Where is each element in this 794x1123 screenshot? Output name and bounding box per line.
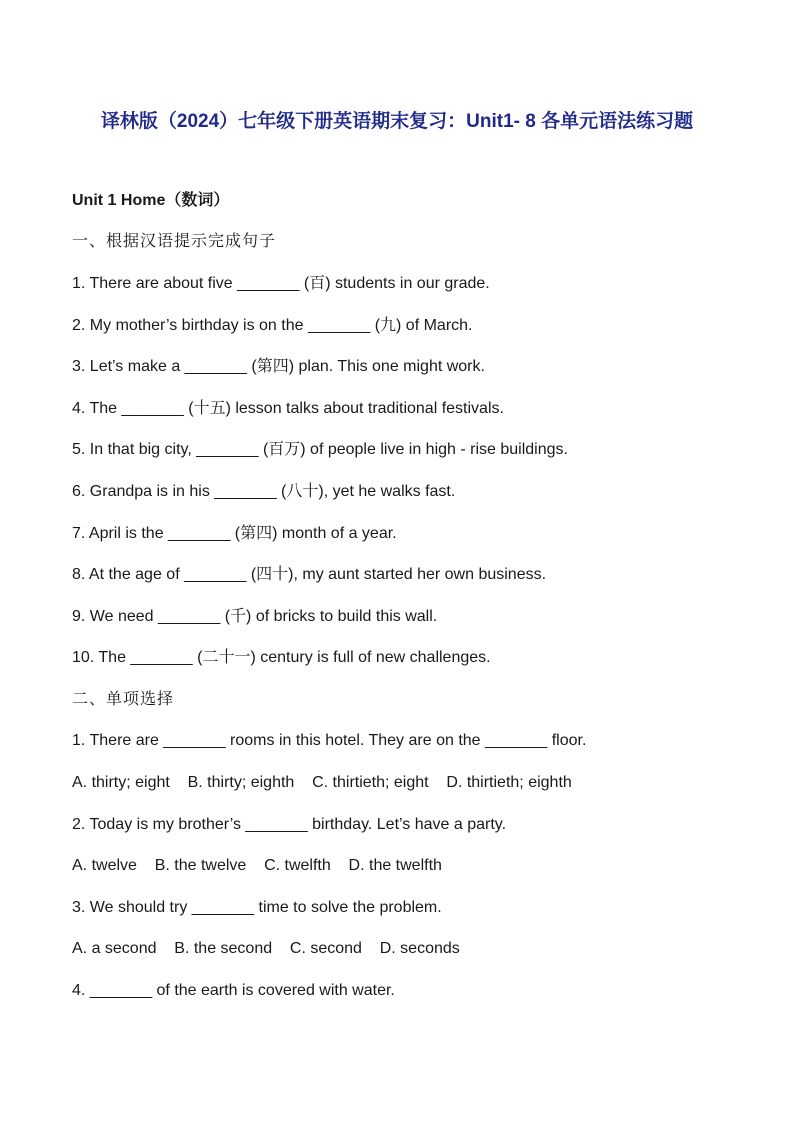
choice-options: A. twelve B. the twelve C. twelfth D. the twelfth xyxy=(72,857,442,874)
document-title: 译林版（2024）七年级下册英语期末复习：Unit1- 8 各单元语法练习题 xyxy=(100,111,694,132)
choice-question: 4. _______ of the earth is covered with water. xyxy=(72,982,395,999)
unit-heading: Unit 1 Home（数词） xyxy=(72,192,230,209)
choice-question: 3. We should try _______ time to solve the problem. xyxy=(72,899,442,916)
fill-in-question: 10. The _______ (二十一) century is full of new challenges. xyxy=(72,649,491,666)
fill-in-question: 3. Let’s make a _______ (第四) plan. This one might work. xyxy=(72,358,485,375)
fill-in-question: 8. At the age of _______ (四十), my aunt started her own business. xyxy=(72,566,547,583)
fill-in-question: 4. The _______ (十五) lesson talks about traditional festivals. xyxy=(72,400,504,417)
fill-in-question: 6. Grandpa is in his _______ (八十), yet he walks fast. xyxy=(72,483,456,500)
fill-in-question: 7. April is the _______ (第四) month of a year. xyxy=(72,525,397,542)
choice-options: A. a second B. the second C. second D. seconds xyxy=(72,940,460,957)
fill-in-question: 2. My mother’s birthday is on the _______ (九) of March. xyxy=(72,317,473,334)
choice-question: 1. There are _______ rooms in this hotel. They are on the _______ floor. xyxy=(72,732,587,749)
fill-in-question: 5. In that big city, _______ (百万) of people live in high - rise buildings. xyxy=(72,441,568,458)
choice-question: 2. Today is my brother’s _______ birthday. Let’s have a party. xyxy=(72,816,507,833)
section-heading-multiple-choice: 二、单项选择 xyxy=(72,691,175,708)
section-heading-fill-in: 一、根据汉语提示完成句子 xyxy=(72,233,277,250)
choice-options: A. thirty; eight B. thirty; eighth C. thirtieth; eight D. thirtieth; eighth xyxy=(72,774,572,791)
fill-in-question: 9. We need _______ (千) of bricks to build this wall. xyxy=(72,608,438,625)
fill-in-question: 1. There are about five _______ (百) students in our grade. xyxy=(72,275,490,292)
